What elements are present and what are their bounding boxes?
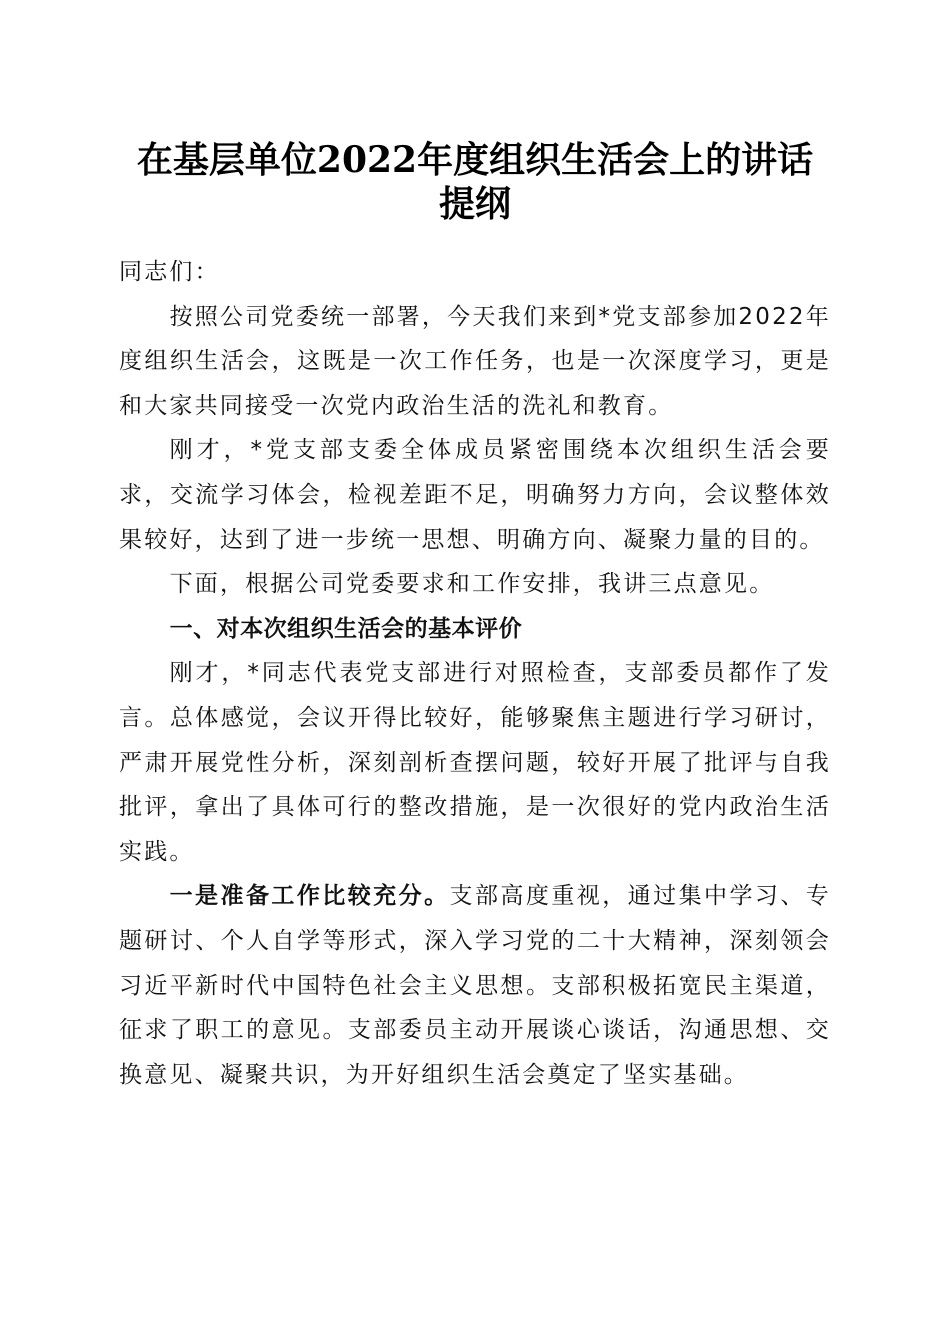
paragraph-preparation (119, 874, 831, 1097)
paragraph-preparation-text: 支部高度重视，通过集中学习、专题研讨、个人自学等形式，深入学习党的二十大精神，深刻领会习近平新时代中国特色社会主义思想。支部积极拓宽民主渠道，征求了职工的意见。支部委员主动开展谈心谈话，沟通思想、交换意见、凝聚共识，为开好组织生活会奠定了坚实基础。 (119, 883, 832, 1088)
paragraph-review: 刚才，*党支部支委全体成员紧密围绕本次组织生活会要求，交流学习体会，检视差距不足，明确努力方向，会议整体效果较好，达到了进一步统一思想、明确方向、凝聚力量的目的。 (119, 437, 831, 553)
document-title: 在基层单位2022年度组织生活会上的讲话提纲 (136, 139, 814, 225)
section-heading-1: 一、对本次组织生活会的基本评价 (169, 615, 523, 642)
paragraph-lead-phrase: 一是准备工作比较充分。 (169, 883, 450, 910)
paragraph-outline: 下面，根据公司党委要求和工作安排，我讲三点意见。 (169, 571, 775, 598)
paragraph-intro: 按照公司党委统一部署，今天我们来到*党支部参加2022年度组织生活会，这既是一次工作任务，也是一次深度学习，更是和大家共同接受一次党内政治生活的洗礼和教育。 (119, 303, 831, 419)
document-body (119, 250, 831, 1097)
paragraph-evaluation: 刚才，*同志代表党支部进行对照检查，支部委员都作了发言。总体感觉，会议开得比较好，能够聚焦主题进行学习研讨，严肃开展党性分析，深刻剖析查摆问题，较好开展了批评与自我批评，拿出了具体可行的整改措施，是一次很好的党内政治生活实践。 (119, 660, 831, 865)
salutation: 同志们： (119, 259, 220, 285)
